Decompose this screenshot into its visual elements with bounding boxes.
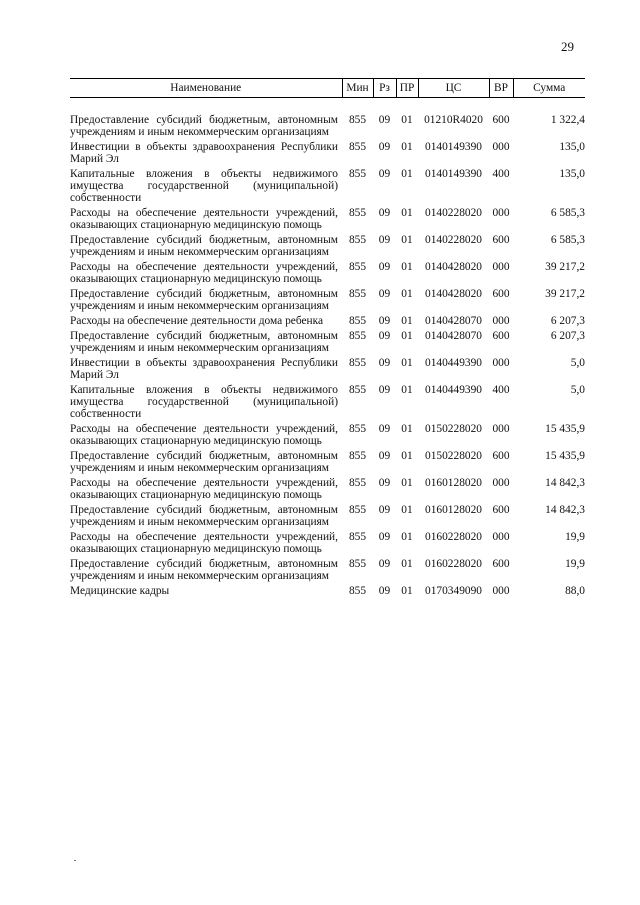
cell-cs: 0140428020 [425,288,482,300]
col-header-min: Мин [342,79,373,98]
cell-min: 855 [348,423,367,435]
cell-rz: 09 [378,384,391,396]
cell-name: Предоставление субсидий бюджетным, автономным учреждениям и иным некоммерческим организациям [70,450,338,474]
page-number: 29 [561,39,574,54]
cell-rz: 09 [378,207,391,219]
cell-pr: 01 [401,261,413,273]
cell-sum: 14 842,3 [545,504,585,516]
cell-vr: 600 [492,450,510,462]
table-row [70,450,585,477]
table-header-row [70,79,585,98]
cell-vr: 000 [492,315,510,327]
cell-cs: 0160228020 [425,558,482,570]
table-row [70,315,585,330]
cell-min: 855 [348,261,367,273]
cell-sum: 14 842,3 [545,477,585,489]
cell-name: Расходы на обеспечение деятельности учреждений, оказывающих стационарную медицинскую помощь [70,531,338,555]
cell-cs: 0140149390 [425,168,482,180]
cell-sum: 6 585,3 [550,207,585,219]
cell-pr: 01 [401,330,413,342]
cell-cs: 0140428020 [425,261,482,273]
cell-cs: 0140449390 [425,357,482,369]
cell-vr: 000 [492,531,510,543]
table-row [70,207,585,234]
cell-vr: 000 [492,207,510,219]
cell-pr: 01 [401,234,413,246]
col-header-rz: Рз [373,79,396,98]
cell-vr: 000 [492,585,510,597]
table-body [70,98,585,601]
table-row [70,98,585,142]
cell-cs: 0150228020 [425,450,482,462]
cell-min: 855 [348,330,367,342]
cell-cs: 0140428070 [425,330,482,342]
scan-artifact [74,860,76,861]
cell-name: Расходы на обеспечение деятельности учреждений, оказывающих стационарную медицинскую помощь [70,423,338,447]
cell-cs: 01210R4020 [424,114,483,126]
cell-sum: 19,9 [565,558,585,570]
cell-name: Расходы на обеспечение деятельности учреждений, оказывающих стационарную медицинскую помощь [70,261,338,285]
cell-sum: 1 322,4 [550,114,585,126]
cell-pr: 01 [401,357,413,369]
cell-rz: 09 [378,504,391,516]
table-row [70,261,585,288]
cell-vr: 000 [492,141,510,153]
cell-vr: 000 [492,423,510,435]
cell-rz: 09 [378,315,391,327]
cell-sum: 19,9 [565,531,585,543]
col-header-pr: ПР [396,79,418,98]
cell-min: 855 [348,450,367,462]
table-row [70,330,585,357]
cell-name: Капитальные вложения в объекты недвижимого имущества государственной (муниципальной) собственности [70,384,338,420]
cell-rz: 09 [378,288,391,300]
cell-vr: 600 [492,114,510,126]
cell-min: 855 [348,141,367,153]
cell-cs: 0140449390 [425,384,482,396]
cell-pr: 01 [401,288,413,300]
cell-pr: 01 [401,207,413,219]
cell-vr: 600 [492,234,510,246]
table-row [70,168,585,207]
cell-min: 855 [348,504,367,516]
cell-pr: 01 [401,558,413,570]
cell-cs: 0140228020 [425,234,482,246]
cell-sum: 135,0 [559,141,585,153]
cell-sum: 5,0 [570,357,585,369]
cell-vr: 400 [492,168,510,180]
cell-min: 855 [348,234,367,246]
cell-sum: 15 435,9 [545,450,585,462]
cell-name: Инвестиции в объекты здравоохранения Республики Марий Эл [70,357,338,381]
cell-sum: 6 585,3 [550,234,585,246]
cell-sum: 88,0 [565,585,585,597]
cell-rz: 09 [378,450,391,462]
cell-pr: 01 [401,450,413,462]
table-row [70,477,585,504]
cell-rz: 09 [378,357,391,369]
cell-sum: 6 207,3 [550,315,585,327]
cell-name: Предоставление субсидий бюджетным, автономным учреждениям и иным некоммерческим организациям [70,330,338,354]
table-row [70,234,585,261]
cell-pr: 01 [401,531,413,543]
cell-vr: 000 [492,477,510,489]
table-row [70,531,585,558]
cell-min: 855 [348,207,367,219]
cell-min: 855 [348,585,367,597]
cell-rz: 09 [378,234,391,246]
cell-name: Расходы на обеспечение деятельности учреждений, оказывающих стационарную медицинскую помощь [70,477,338,501]
cell-rz: 09 [378,558,391,570]
cell-name: Медицинские кадры [70,585,170,597]
cell-pr: 01 [401,141,413,153]
cell-sum: 135,0 [559,168,585,180]
cell-cs: 0160228020 [425,531,482,543]
cell-vr: 400 [492,384,510,396]
cell-name: Предоставление субсидий бюджетным, автономным учреждениям и иным некоммерческим организациям [70,504,338,528]
cell-vr: 600 [492,504,510,516]
cell-min: 855 [348,168,367,180]
budget-table [70,78,585,600]
table-row [70,423,585,450]
cell-vr: 000 [492,261,510,273]
cell-pr: 01 [401,504,413,516]
table-row [70,384,585,423]
cell-min: 855 [348,357,367,369]
cell-name: Расходы на обеспечение деятельности дома ребенка [70,315,324,327]
cell-min: 855 [348,315,367,327]
cell-name: Предоставление субсидий бюджетным, автономным учреждениям и иным некоммерческим организациям [70,558,338,582]
cell-name: Капитальные вложения в объекты недвижимого имущества государственной (муниципальной) собственности [70,168,338,204]
col-header-sum: Сумма [513,79,585,98]
cell-cs: 0150228020 [425,423,482,435]
cell-pr: 01 [401,477,413,489]
table-row [70,141,585,168]
cell-name: Расходы на обеспечение деятельности учреждений, оказывающих стационарную медицинскую помощь [70,207,338,231]
table-row [70,585,585,600]
cell-min: 855 [348,531,367,543]
cell-vr: 600 [492,288,510,300]
cell-sum: 39 217,2 [545,288,585,300]
cell-pr: 01 [401,114,413,126]
col-header-vr: ВР [489,79,513,98]
cell-rz: 09 [378,261,391,273]
cell-rz: 09 [378,141,391,153]
cell-cs: 0140428070 [425,315,482,327]
cell-name: Предоставление субсидий бюджетным, автономным учреждениям и иным некоммерческим организациям [70,114,338,138]
table-row [70,558,585,585]
cell-pr: 01 [401,384,413,396]
cell-rz: 09 [378,114,391,126]
cell-sum: 5,0 [570,384,585,396]
cell-rz: 09 [378,423,391,435]
cell-vr: 600 [492,558,510,570]
cell-sum: 39 217,2 [545,261,585,273]
col-header-cs: ЦС [418,79,489,98]
cell-rz: 09 [378,477,391,489]
cell-cs: 0160128020 [425,504,482,516]
cell-pr: 01 [401,585,413,597]
cell-sum: 6 207,3 [550,330,585,342]
cell-cs: 0140149390 [425,141,482,153]
cell-cs: 0140228020 [425,207,482,219]
cell-sum: 15 435,9 [545,423,585,435]
cell-min: 855 [348,477,367,489]
cell-rz: 09 [378,168,391,180]
table-row [70,288,585,315]
cell-min: 855 [348,288,367,300]
cell-pr: 01 [401,423,413,435]
cell-vr: 600 [492,330,510,342]
cell-vr: 000 [492,357,510,369]
cell-min: 855 [348,114,367,126]
table-row [70,357,585,384]
cell-cs: 0160128020 [425,477,482,489]
cell-name: Предоставление субсидий бюджетным, автономным учреждениям и иным некоммерческим организациям [70,234,338,258]
cell-rz: 09 [378,585,391,597]
col-header-name: Наименование [70,79,342,98]
cell-min: 855 [348,384,367,396]
cell-rz: 09 [378,531,391,543]
cell-cs: 0170349090 [425,585,482,597]
table-row [70,504,585,531]
cell-pr: 01 [401,315,413,327]
cell-pr: 01 [401,168,413,180]
cell-rz: 09 [378,330,391,342]
cell-name: Инвестиции в объекты здравоохранения Республики Марий Эл [70,141,338,165]
cell-name: Предоставление субсидий бюджетным, автономным учреждениям и иным некоммерческим организациям [70,288,338,312]
cell-min: 855 [348,558,367,570]
